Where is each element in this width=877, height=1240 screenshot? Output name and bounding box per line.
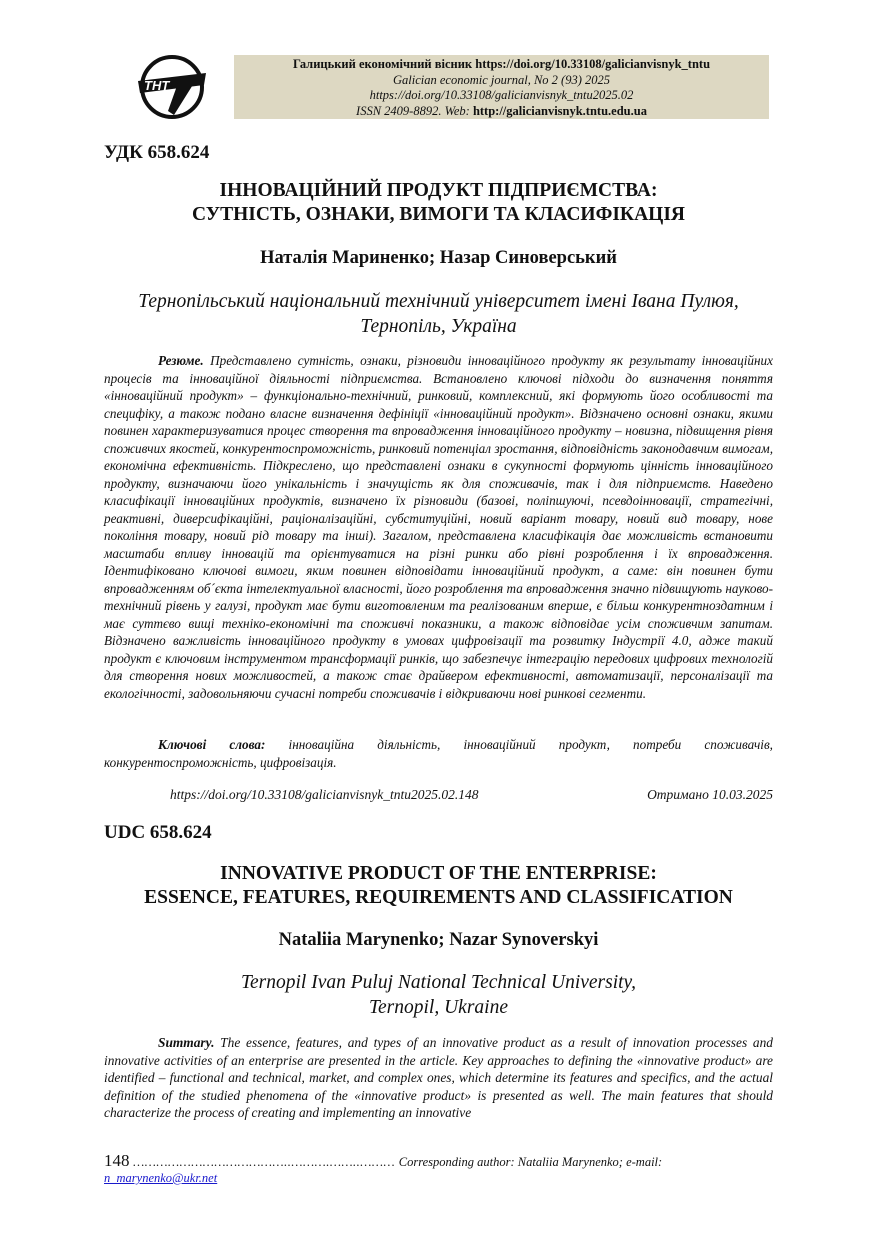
title-line-2: СУТНІСТЬ, ОЗНАКИ, ВИМОГИ ТА КЛАСИФІКАЦІЯ — [191, 204, 685, 225]
journal-web-link[interactable]: http://galicianvisnyk.tntu.edu.ua — [472, 103, 647, 118]
logo-lettering: ТНТ — [144, 78, 170, 93]
summary-en — [104, 1034, 773, 1122]
page-number: 148 — [104, 1151, 130, 1170]
affiliation-en — [104, 970, 773, 1020]
affiliation-line-2: Тернопіль, Україна — [360, 316, 517, 337]
authors-ua: Наталія Мариненко; Назар Синоверський — [260, 248, 617, 268]
udc-code: UDC 658.624 — [104, 822, 212, 843]
article-doi-link[interactable]: https://doi.org/10.33108/galicianvisnyk_tntu2025.02.148 — [170, 787, 479, 802]
udk-code: УДК 658.624 — [104, 142, 210, 163]
affiliation-line-1: Тернопільський національний технічний університет імені Івана Пулюя, — [138, 291, 739, 312]
footer-dots: …………………………………..……….……..……… — [129, 1155, 399, 1169]
abstract-text: Представлено сутність, ознаки, різновиди інноваційного продукту як результату інноваційних процесів та інноваційної діяльності підприємства. Встановлено ключові підходи до визначення поняття «інноваційний продукт» – функціонально-технічний, ринковий, комплексний, які формують його особливості та специфіку, а також подано власне визначення дефініції «інноваційний продукт». Відзначено основні ознаки, якими повинен характеризуватися процес створення та впровадження інноваційного продукту – новизна, підвищення рівня споживчих якостей, конкурентоспроможність, ринковий потенціал зростання, відповідність законодавчим вимогам, економічна ефективність. Підкреслено, що представлені ознаки в сукупності формують цінність інноваційного продукту, визначаючи його унікальність і значущість як для споживачів, так і для підприємств. Наведено класифікації інноваційних продуктів, визначено їх різновиди (базові, поліпшуючі, псевдоінновації, стратегічні, реактивні, диверсифікаційні, раціоналізаційні, субституційні, новий варіант товару, новий вид товару, нове покоління товару, новий рід товару та інші). Загалом, представлена класифікація дає можливість встановити масштаби впливу інновацій та орієнтуватися на різні ринки або рівні розроблення і їх впровадження. Ідентифіковано ключові вимоги, яким повинен відповідати інноваційний продукт, а саме: він повинен бути впровадженням об´єкта інтелектуальної власності, його розроблення та впровадження значно підвищують науково-технічний рівень у галузі, продукт має бути виготовленим та реалізованим вперше, є більш конкурентноздатним і має суттєво вищі техніко-економічні та споживчі показники, а також відповідає усім споживчим запитам. Відзначено важливість інноваційного продукту в умовах цифровізації та розвитку Індустрії 4.0, адже такий продукт є ключовим інструментом трансформації ринків, що забезпечує інтеграцію передових цифрових технологій для створення нових можливостей, а також стає драйвером ефективності, автоматизації, персоналізації та екологічності, задовольняючи сучасні потреби споживачів і відкриваючи нові ринкові сегменти. — [104, 353, 773, 701]
affiliation-ua — [104, 289, 773, 339]
affiliation-en-line-1: Ternopil Ivan Puluj National Technical University, — [240, 972, 637, 993]
page-footer — [104, 1151, 773, 1186]
keywords-ua — [104, 736, 773, 771]
abstract-ua — [104, 352, 773, 702]
received-date: Отримано 10.03.2025 — [647, 787, 773, 802]
journal-issn-line — [234, 104, 769, 120]
issn-text: ISSN 2409-8892. Web: — [356, 103, 473, 118]
keywords-text: інноваційна діяльність, інноваційний продукт, потреби споживачів, конкурентоспроможність, цифровізація. — [104, 737, 773, 770]
authors-en: Nataliia Marynenko; Nazar Synoverskyi — [278, 930, 599, 950]
paper-title-ua — [104, 179, 773, 227]
title-en-line-2: ESSENCE, FEATURES, REQUIREMENTS AND CLASSIFICATION — [144, 887, 733, 908]
tntu-logo-icon — [134, 55, 210, 119]
summary-text: The essence, features, and types of an innovative product as a result of innovation processes and innovative activities of an enterprise are presented in the article. Key approaches to defining the «innovative product» are identified – functional and technical, market, and complex ones, which determine its features and specifics, and the actual definition of the studied phenomena of the «innovative product» is presented as well. The main features that should characterize the process of creating and implementing an innovative — [104, 1035, 773, 1121]
journal-title-line: Галицький економічний вісник https://doi.org/10.33108/galicianvisnyk_tntu — [292, 57, 711, 71]
corresponding-author: Corresponding author: Nataliia Marynenko; e-mail: — [398, 1155, 663, 1169]
journal-doi-line: https://doi.org/10.33108/galicianvisnyk_tntu2025.02 — [369, 88, 634, 102]
summary-label: Summary. — [158, 1035, 215, 1050]
author-email-link[interactable]: n_marynenko@ukr.net — [104, 1171, 218, 1185]
title-en-line-1: INNOVATIVE PRODUCT OF THE ENTERPRISE: — [220, 863, 657, 884]
keywords-label: Ключові слова: — [158, 737, 266, 752]
paper-title-en — [104, 862, 773, 910]
journal-header-box — [234, 55, 769, 119]
affiliation-en-line-2: Ternopil, Ukraine — [368, 997, 509, 1018]
journal-issue-line: Galician economic journal, No 2 (93) 2025 — [393, 72, 610, 87]
abstract-label: Резюме. — [158, 353, 204, 368]
journal-logo — [134, 55, 210, 119]
title-line-1: ІННОВАЦІЙНИЙ ПРОДУКТ ПІДПРИЄМСТВА: — [219, 180, 658, 201]
